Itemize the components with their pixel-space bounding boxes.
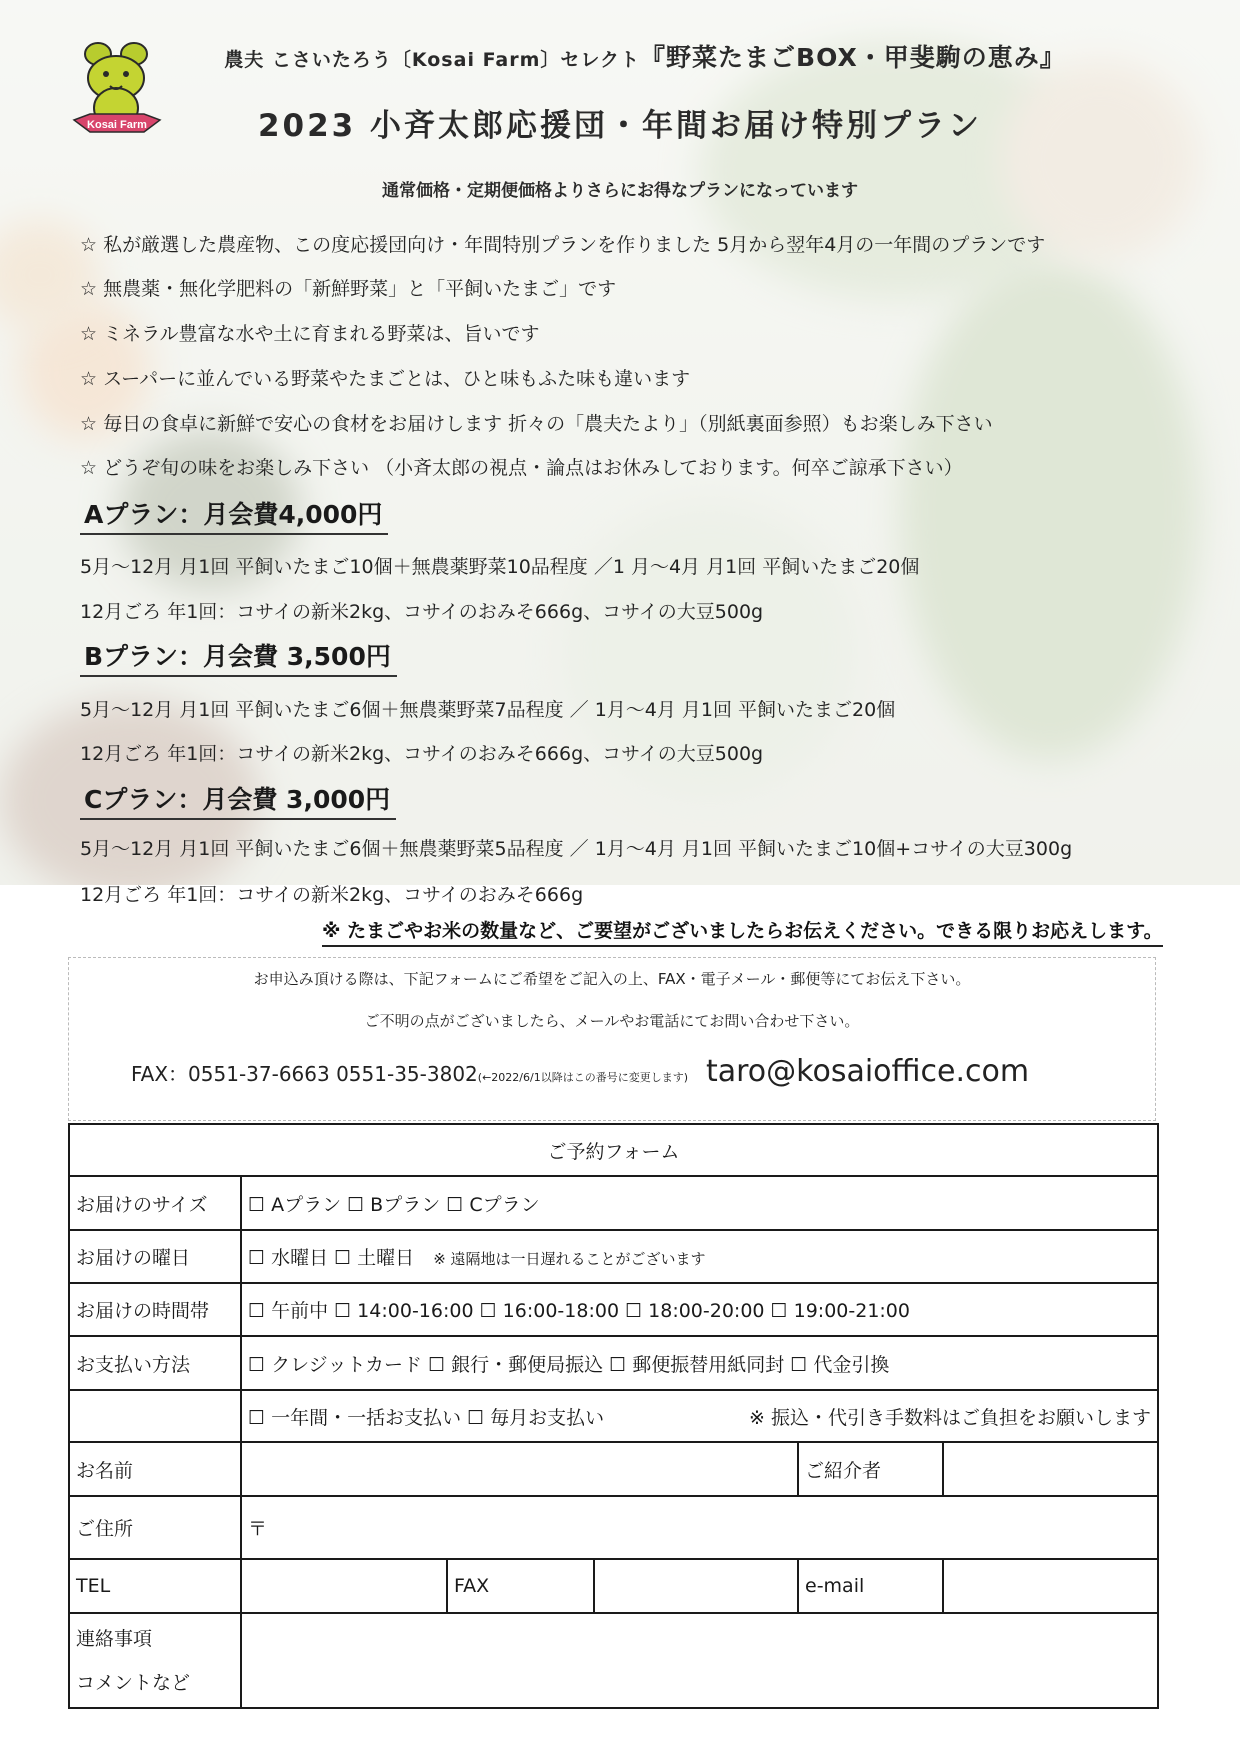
intro-line: ☆ 無農薬・無化学肥料の「新鮮野菜」と「平飼いたまご」です — [80, 278, 617, 300]
size-options[interactable]: ☐ Aプラン ☐ Bプラン ☐ Cプラン — [241, 1176, 1158, 1230]
intro-line: ☆ 毎日の食卓に新鮮で安心の食材をお届けします 折々の「農夫たより」（別紙裏面参照）もお楽しみ下さい — [80, 413, 993, 435]
payment-plan-options[interactable]: ☐ 一年間・一括お支払い ☐ 毎月お支払い — [248, 1406, 605, 1429]
inquiry-instructions: ご不明の点がございましたら、メールやお電話にてお問い合わせ下さい。 — [364, 1012, 860, 1030]
intro-line: ☆ ミネラル豊富な水や土に育まれる野菜は、旨いです — [80, 323, 540, 345]
time-options[interactable]: ☐ 午前中 ☐ 14:00-16:00 ☐ 16:00-18:00 ☐ 18:00-20:00 ☐ 19:00-21:00 — [241, 1283, 1158, 1336]
supertitle-main: 『野菜たまごBOX・甲斐駒の恵み』 — [640, 43, 1066, 72]
logo-text: Kosai Farm — [87, 119, 147, 131]
fax-change-note: (←2022/6/1以降はこの番号に変更します) — [477, 1071, 688, 1084]
payment-plan-label-empty — [69, 1390, 241, 1442]
plan-c-title: Cプラン：月会費 3,000円 — [80, 780, 396, 820]
contact-notes-label-2: コメントなど — [76, 1671, 191, 1694]
page-subtitle: 通常価格・定期便価格よりさらにお得なプランになっています — [382, 181, 858, 201]
fax-numbers: FAX：0551-37-6663 0551-35-3802 — [131, 1062, 478, 1086]
payment-label: お支払い方法 — [69, 1336, 241, 1390]
day-note: ※ 遠隔地は一日遅れることがございます — [433, 1250, 706, 1268]
email-label: e-mail — [798, 1559, 943, 1613]
contact-email: taro@kosaioffice.com — [705, 1054, 1030, 1089]
tel-label: TEL — [69, 1559, 241, 1613]
tel-field[interactable] — [241, 1559, 447, 1613]
kosai-farm-logo — [70, 40, 165, 145]
plan-c-line2: 12月ごろ 年1回：コサイの新米2kg、コサイのおみそ666g — [80, 884, 584, 906]
payment-fee-note: ※ 振込・代引き手数料はご負担をお願いします — [749, 1406, 1151, 1429]
contact-line — [131, 1054, 1029, 1089]
day-options[interactable]: ☐ 水曜日 ☐ 土曜日 — [248, 1247, 415, 1269]
referrer-label: ご紹介者 — [798, 1442, 943, 1496]
intro-line: ☆ スーパーに並んでいる野菜やたまごとは、ひと味もふた味も違います — [80, 368, 691, 390]
name-label: お名前 — [69, 1442, 241, 1496]
payment-options[interactable]: ☐ クレジットカード ☐ 銀行・郵便局振込 ☐ 郵便振替用紙同封 ☐ 代金引換 — [241, 1336, 1158, 1390]
page-title: 2023 小斉太郎応援団・年間お届け特別プラン — [257, 108, 983, 144]
form-title: ご予約フォーム — [69, 1124, 1158, 1176]
contact-notes-label — [69, 1613, 241, 1708]
email-field[interactable] — [943, 1559, 1158, 1613]
plan-a-line1: 5月～12月 月1回 平飼いたまご10個＋無農薬野菜10品程度 ／1 月～4月 月1回 平飼いたまご20個 — [80, 556, 920, 578]
fax-field[interactable] — [594, 1559, 798, 1613]
day-label: お届けの曜日 — [69, 1230, 241, 1283]
plan-b-title: Bプラン：月会費 3,500円 — [80, 637, 397, 677]
contact-notes-label-1: 連絡事項 — [76, 1627, 153, 1650]
fax-label: FAX — [447, 1559, 594, 1613]
name-field[interactable] — [241, 1442, 798, 1496]
plan-b-line1: 5月～12月 月1回 平飼いたまご6個＋無農薬野菜7品程度 ／ 1月～4月 月1回 平飼いたまご20個 — [80, 699, 896, 721]
referrer-field[interactable] — [943, 1442, 1158, 1496]
reservation-form — [68, 1123, 1159, 1709]
application-info-box — [68, 957, 1156, 1121]
contact-notes-field[interactable] — [241, 1613, 1158, 1708]
application-instructions: お申込み頂ける際は、下記フォームにご希望をご記入の上、FAX・電子メール・郵便等にてお伝え下さい。 — [253, 970, 971, 988]
plan-a-line2: 12月ごろ 年1回：コサイの新米2kg、コサイのおみそ666g、コサイの大豆500g — [80, 601, 764, 623]
payment-plan-cell — [241, 1390, 1158, 1442]
supertitle-prefix: 農夫 こさいたろう〔Kosai Farm〕セレクト — [224, 49, 641, 71]
supertitle — [205, 38, 1085, 74]
intro-line: ☆ どうぞ旬の味をお楽しみ下さい （小斉太郎の視点・論点はお休みしております。何卒ご諒承下さい） — [80, 457, 963, 479]
plan-c-line1: 5月～12月 月1回 平飼いたまご6個＋無農薬野菜5品程度 ／ 1月～4月 月1回 平飼いたまご10個+コサイの大豆300g — [80, 838, 1073, 860]
size-label: お届けのサイズ — [69, 1176, 241, 1230]
intro-line: ☆ 私が厳選した農産物、この度応援団向け・年間特別プランを作りました 5月から翌年4月の一年間のプランです — [80, 234, 1046, 256]
request-note: ※ たまごやお米の数量など、ご要望がございましたらお伝えください。できる限りお応えします。 — [322, 916, 1163, 947]
plan-a-title: Aプラン：月会費4,000円 — [80, 495, 388, 535]
plan-b-line2: 12月ごろ 年1回：コサイの新米2kg、コサイのおみそ666g、コサイの大豆500g — [80, 743, 764, 765]
address-field[interactable]: 〒 — [241, 1496, 1158, 1559]
address-label: ご住所 — [69, 1496, 241, 1559]
day-cell — [241, 1230, 1158, 1283]
time-label: お届けの時間帯 — [69, 1283, 241, 1336]
